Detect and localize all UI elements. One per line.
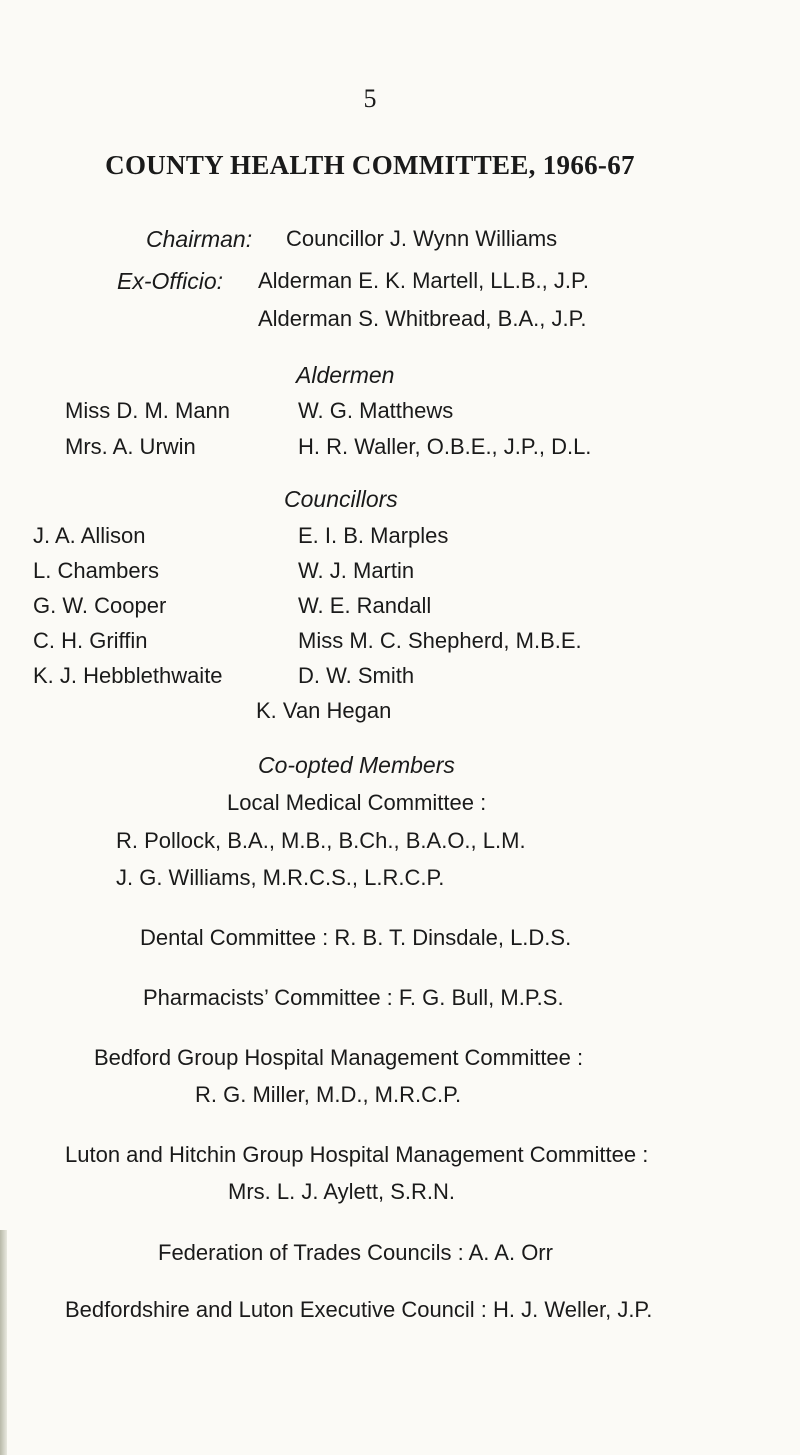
councillor-right: D. W. Smith [298, 663, 415, 688]
councillor-left: J. A. Allison [33, 523, 146, 548]
councillor-last: K. Van Hegan [256, 698, 392, 723]
alderman-right: W. G. Matthews [298, 398, 454, 423]
aldermen-heading: Aldermen [296, 362, 395, 388]
councillor-right: Miss M. C. Shepherd, M.B.E. [298, 628, 582, 653]
councillor-left: G. W. Cooper [33, 593, 167, 618]
councillor-right: W. E. Randall [298, 593, 432, 618]
alderman-left: Mrs. A. Urwin [65, 434, 196, 459]
local-medical-member: J. G. Williams, M.R.C.S., L.R.C.P. [116, 865, 445, 890]
councillor-left: K. J. Hebblethwaite [33, 663, 223, 688]
councillors-heading: Councillors [284, 486, 398, 512]
local-medical-label: Local Medical Committee : [227, 790, 487, 815]
page-edge-shadow [0, 1230, 7, 1455]
ex-officio-label: Ex-Officio: [117, 268, 224, 294]
alderman-right: H. R. Waller, O.B.E., J.P., D.L. [298, 434, 592, 459]
councillor-left: C. H. Griffin [33, 628, 148, 653]
alderman-left: Miss D. M. Mann [65, 398, 231, 423]
local-medical-member: R. Pollock, B.A., M.B., B.Ch., B.A.O., L.M. [116, 828, 526, 853]
pharmacists-committee: Pharmacists’ Committee : F. G. Bull, M.P.S. [143, 985, 564, 1010]
page-title: COUNTY HEALTH COMMITTEE, 1966-67 [105, 150, 635, 180]
ex-officio-member: Alderman S. Whitbread, B.A., J.P. [258, 306, 587, 331]
bedford-committee-member: R. G. Miller, M.D., M.R.C.P. [195, 1082, 462, 1107]
co-opted-heading: Co-opted Members [258, 752, 455, 778]
bedford-committee-label: Bedford Group Hospital Management Committee : [94, 1045, 584, 1070]
chairman-name: Councillor J. Wynn Williams [286, 226, 558, 251]
executive-council: Bedfordshire and Luton Executive Council : H. J. Weller, J.P. [65, 1297, 653, 1322]
councillor-right: E. I. B. Marples [298, 523, 449, 548]
page-number: 5 [363, 84, 377, 113]
luton-committee-label: Luton and Hitchin Group Hospital Management Committee : [65, 1142, 649, 1167]
ex-officio-member: Alderman E. K. Martell, LL.B., J.P. [258, 268, 589, 293]
councillor-left: L. Chambers [33, 558, 159, 583]
chairman-label: Chairman: [146, 226, 253, 252]
dental-committee: Dental Committee : R. B. T. Dinsdale, L.D.S. [140, 925, 572, 950]
councillor-right: W. J. Martin [298, 558, 415, 583]
luton-committee-member: Mrs. L. J. Aylett, S.R.N. [228, 1179, 455, 1204]
trades-councils: Federation of Trades Councils : A. A. Orr [158, 1240, 553, 1265]
